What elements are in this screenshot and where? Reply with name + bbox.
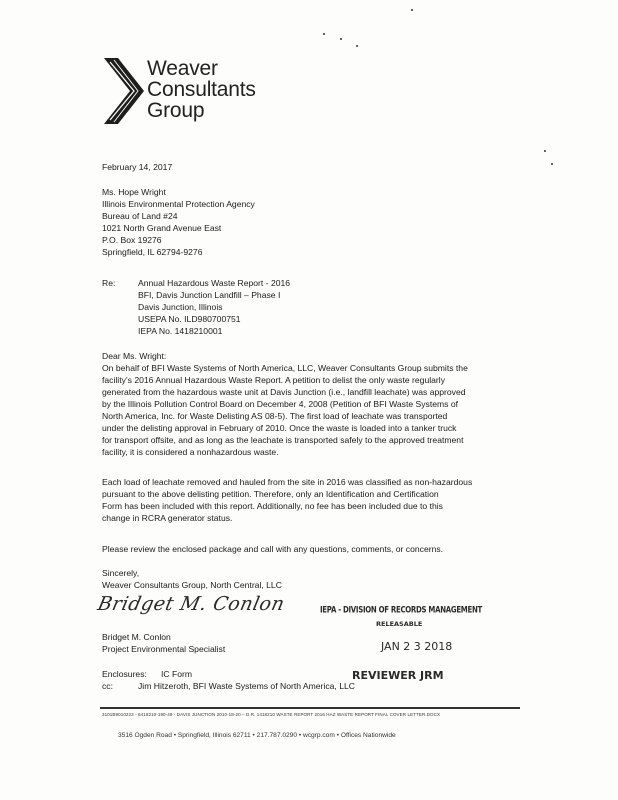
paragraph-line: On behalf of BFI Waste Systems of North America, LLC, Weaver Consultants Group submits the xyxy=(102,363,468,373)
salutation: Dear Ms. Wright: xyxy=(102,351,167,361)
paragraph-line: generated from the hazardous waste unit at Davis Junction (i.e., landfill leachate) was approved xyxy=(102,387,466,397)
paragraph-line: Form has been included with this report. Additionally, no fee has been included due to this xyxy=(102,501,443,511)
enclosures-value: IC Form xyxy=(161,669,193,679)
document-path: 3101B9010223 - 6418210‐190‐49 - DAVIS JUNCTION 2010‐18‐20 – D.R. 1418210 WASTE REPORT 2016 HAZ WASTE REPORT FINAL COVER LETTER.DOCX xyxy=(102,712,441,717)
logo-line-3: Group xyxy=(147,99,205,122)
received-stamp-header: IEPA - DIVISION OF RECORDS MANAGEMENT xyxy=(320,605,482,615)
subject-line: USEPA No. ILD980700751 xyxy=(138,314,241,324)
footer-address: 3516 Ogden Road • Springfield, Illinois 62711 • 217.787.0290 • wcgrp.com • Offices Nationwide xyxy=(118,732,396,739)
paragraph-line: North America, Inc. for Waste Delisting AS 08-5). The first load of leachate was transported xyxy=(102,411,448,421)
paragraph-line: pursuant to the above delisting petition. Therefore, only an Identification and Certification xyxy=(102,489,439,499)
closing-company: Weaver Consultants Group, North Central, LLC xyxy=(102,580,282,590)
cc-value: Jim Hitzeroth, BFI Waste Systems of North America, LLC xyxy=(138,681,355,691)
recipient-line: Illinois Environmental Protection Agency xyxy=(102,199,255,209)
recipient-line: Springfield, IL 62794-9276 xyxy=(102,247,203,257)
letter-date: February 14, 2017 xyxy=(102,162,173,172)
footer-rule xyxy=(100,707,520,709)
paragraph-line: change in RCRA generator status. xyxy=(102,513,233,523)
subject-block xyxy=(138,277,290,337)
recipient-address xyxy=(102,186,255,258)
recipient-line: P.O. Box 19276 xyxy=(102,235,162,245)
logo-line-1: Weaver xyxy=(147,57,218,80)
company-logo-icon xyxy=(104,58,144,124)
closing: Sincerely, xyxy=(102,568,140,578)
body-paragraph-2 xyxy=(102,476,472,524)
paragraph-line: facility’s 2016 Annual Hazardous Waste Report. A petition to delist the only waste regularly xyxy=(102,375,445,385)
paragraph-line: Each load of leachate removed and hauled from the site in 2016 was classified as non-hazardous xyxy=(102,477,473,487)
logo-line-2: Consultants xyxy=(147,78,256,101)
scan-speck xyxy=(411,9,413,11)
recipient-line: Bureau of Land #24 xyxy=(102,211,178,221)
enclosures-label: Enclosures: xyxy=(102,669,147,679)
company-logo-text xyxy=(147,58,256,121)
scan-speck xyxy=(356,45,358,47)
re-label: Re: xyxy=(102,278,116,288)
scan-speck xyxy=(544,150,546,152)
paragraph-line: by the Illinois Pollution Control Board on December 4, 2008 (Petition of BFI Waste Systems of xyxy=(102,399,459,409)
subject-line: Davis Junction, Illinois xyxy=(138,302,223,312)
recipient-line: 1021 North Grand Avenue East xyxy=(102,223,222,233)
cc-label: cc: xyxy=(102,681,113,691)
subject-line: IEPA No. 1418210001 xyxy=(138,326,223,336)
body-paragraph-1 xyxy=(102,362,468,458)
paragraph-line: under the delisting approval in February of 2010. Once the waste is loaded into a tanker truck xyxy=(102,423,457,433)
scan-speck xyxy=(340,38,342,40)
recipient-line: Ms. Hope Wright xyxy=(102,187,166,197)
signer-name: Bridget M. Conlon xyxy=(102,632,171,642)
scan-speck xyxy=(323,33,325,35)
body-paragraph-3: Please review the enclosed package and call with any questions, comments, or concerns. xyxy=(102,544,444,554)
subject-line: Annual Hazardous Waste Report - 2016 xyxy=(138,278,291,288)
signer-title: Project Environmental Specialist xyxy=(102,644,226,654)
received-date-stamp: JAN 2 3 2018 xyxy=(381,640,453,653)
paragraph-line: for transport offsite, and as long as the leachate is transported safely to the approved treatment xyxy=(102,435,464,445)
paragraph-line: facility, it is considered a nonhazardous waste. xyxy=(102,447,279,457)
reviewer-stamp: REVIEWER JRM xyxy=(352,669,444,682)
handwritten-signature: Bridget M. Conlon xyxy=(95,593,287,615)
scan-speck xyxy=(551,163,553,165)
subject-line: BFI, Davis Junction Landfill – Phase I xyxy=(138,290,281,300)
releasable-stamp: RELEASABLE xyxy=(376,620,423,628)
